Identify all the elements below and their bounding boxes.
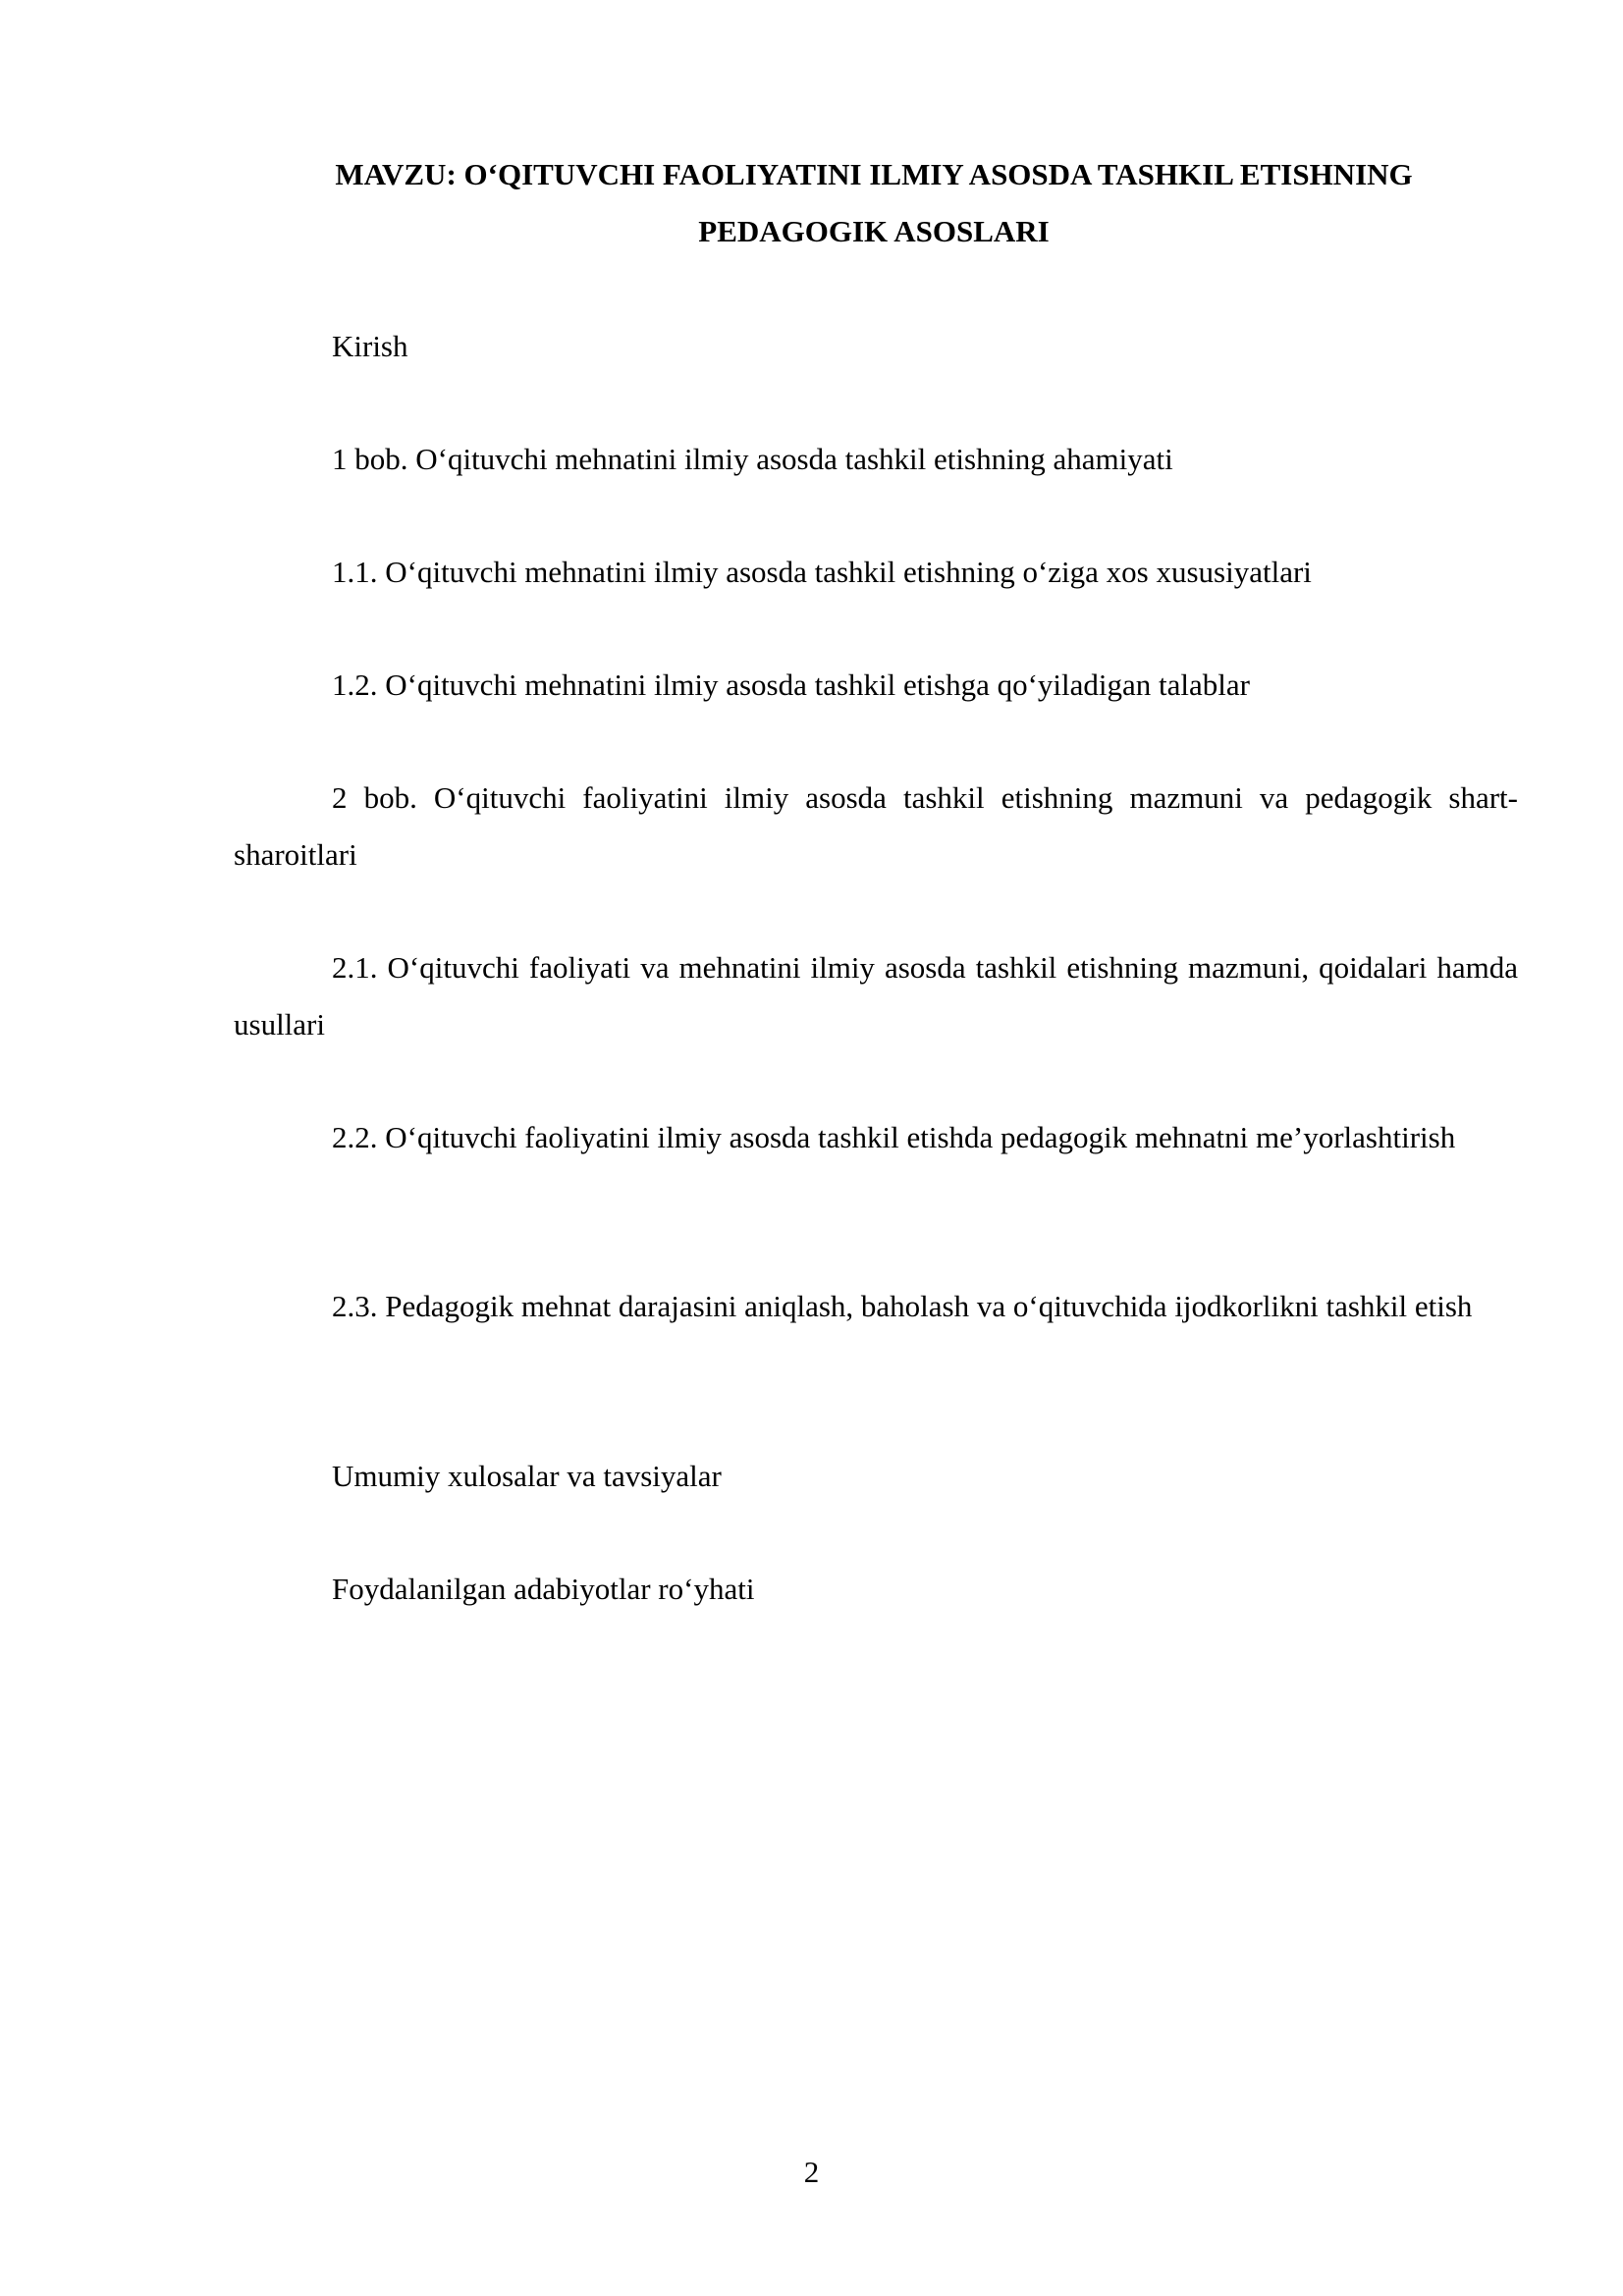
toc-section-2-3: 2.3. Pedagogik mehnat darajasini aniqlash, baholash va o‘qituvchida ijodkorlikni tashkil etish <box>332 1289 1473 1323</box>
toc-section-2-1: 2.1. O‘qituvchi faoliyati va mehnatini ilmiy asosda tashkil etishning mazmuni, qoidalari hamda usullari <box>234 950 1518 1041</box>
toc-references: Foydalanilgan adabiyotlar ro‘yhati <box>332 1572 755 1606</box>
document-title <box>236 146 1512 260</box>
toc-chapter-1: 1 bob. O‘qituvchi mehnatini ilmiy asosda tashkil etishning ahamiyati <box>332 442 1173 476</box>
toc-section-1-1: 1.1. O‘qituvchi mehnatini ilmiy asosda tashkil etishning o‘ziga xos xususiyatlari <box>332 555 1312 589</box>
toc-intro: Kirish <box>332 329 408 363</box>
toc-section-2-2: 2.2. O‘qituvchi faoliyatini ilmiy asosda tashkil etishda pedagogik mehnatni me’yorlashtirish <box>332 1120 1456 1154</box>
page-number: 2 <box>803 2155 820 2189</box>
title-line-1: MAVZU: O‘QITUVCHI FAOLIYATINI ILMIY ASOSDA TASHKIL ETISHNING <box>335 157 1413 191</box>
toc-chapter-2: 2 bob. O‘qituvchi faoliyatini ilmiy asosda tashkil etishning mazmuni va pedagogik shart-sharoitlari <box>234 780 1518 872</box>
toc-conclusions: Umumiy xulosalar va tavsiyalar <box>332 1459 722 1493</box>
toc-section-1-2: 1.2. O‘qituvchi mehnatini ilmiy asosda tashkil etishga qo‘yiladigan talablar <box>332 667 1250 702</box>
title-line-2: PEDAGOGIK ASOSLARI <box>698 214 1050 248</box>
